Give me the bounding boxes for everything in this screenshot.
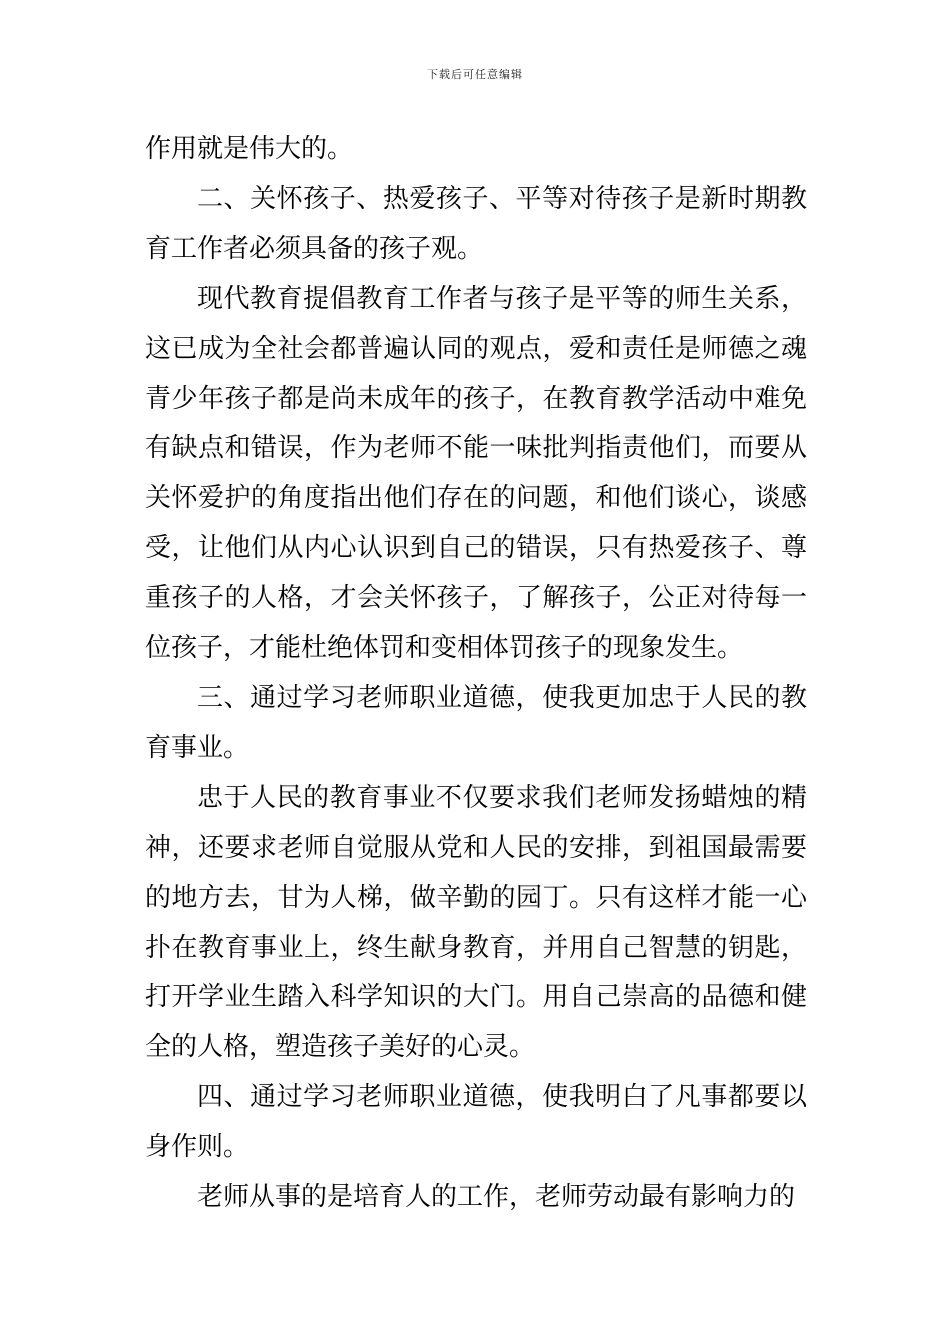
section-heading-3: 三、通过学习老师职业道德，使我更加忠于人民的教育事业。 xyxy=(145,682,807,763)
paragraph-continuation: 作用就是伟大的。 xyxy=(145,134,354,164)
page-header: 下载后可任意编辑 xyxy=(427,68,523,81)
document-body xyxy=(145,125,807,1223)
section-heading-2: 二、关怀孩子、热爱孩子、平等对待孩子是新时期教育工作者必须具备的孩子观。 xyxy=(145,183,807,264)
paragraph: 现代教育提倡教育工作者与孩子是平等的师生关系，这已成为全社会都普遍认同的观点，爱和责任是师德之魂青少年孩子都是尚未成年的孩子，在教育教学活动中难免有缺点和错误，作为老师不能一味批判指责他们，而要从关怀爱护的角度指出他们存在的问题，和他们谈心，谈感受，让他们从内心认识到自己的错误，只有热爱孩子、尊重孩子的人格，才会关怀孩子，了解孩子，公正对待每一位孩子，才能杜绝体罚和变相体罚孩子的现象发生。 xyxy=(145,283,807,664)
paragraph: 忠于人民的教育事业不仅要求我们老师发扬蜡烛的精神，还要求老师自觉服从党和人民的安排，到祖国最需要的地方去，甘为人梯，做辛勤的园丁。只有这样才能一心扑在教育事业上，终生献身教育，并用自己智慧的钥匙，打开学业生踏入科学知识的大门。用自己崇高的品德和健全的人格，塑造孩子美好的心灵。 xyxy=(145,782,807,1063)
section-heading-4: 四、通过学习老师职业道德，使我明白了凡事都要以身作则。 xyxy=(145,1082,807,1163)
paragraph: 老师从事的是培育人的工作，老师劳动最有影响力的 xyxy=(197,1182,796,1213)
